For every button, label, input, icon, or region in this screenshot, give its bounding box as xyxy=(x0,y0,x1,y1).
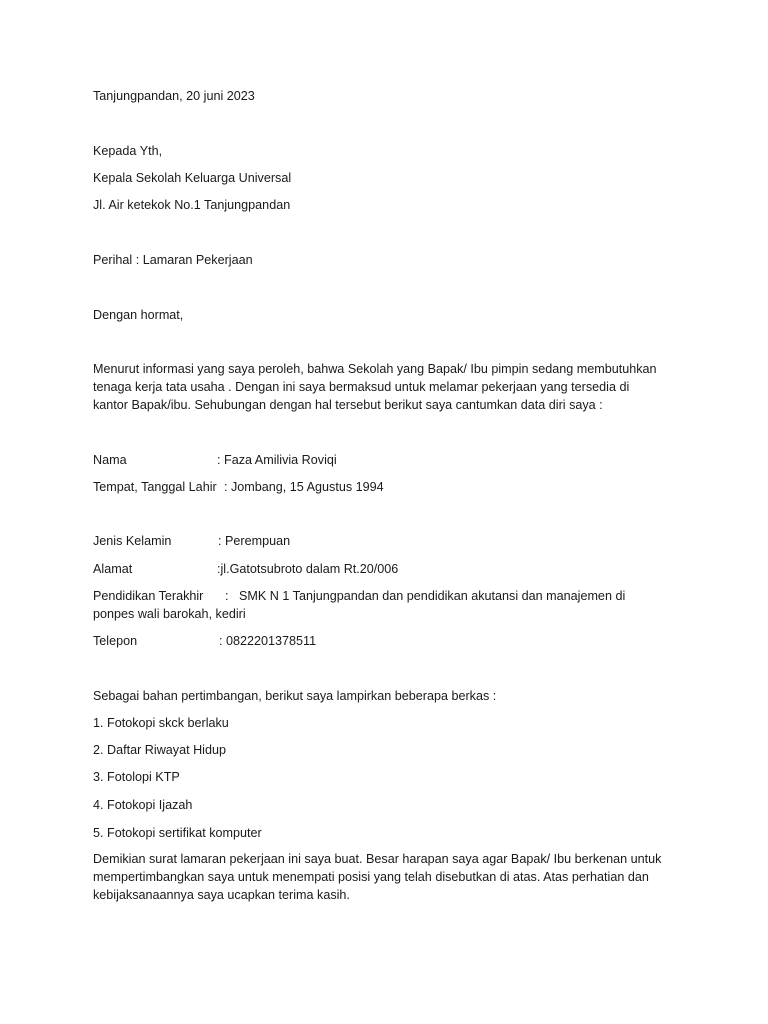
greeting: Dengan hormat, xyxy=(93,308,184,322)
attachment-item-2: 2. Daftar Riwayat Hidup xyxy=(93,743,226,757)
closing-line-3: kebijaksanaannya saya ucapkan terima kasih. xyxy=(93,888,350,902)
field-label-alamat: Alamat xyxy=(93,562,133,576)
recipient-address: Jl. Air ketekok No.1 Tanjungpandan xyxy=(93,198,291,212)
intro-line-3: kantor Bapak/ibu. Sehubungan dengan hal tersebut berikut saya cantumkan data diri saya : xyxy=(93,398,603,412)
intro-line-1: Menurut informasi yang saya peroleh, bahwa Sekolah yang Bapak/ Ibu pimpin sedang membutuhkan xyxy=(93,362,657,376)
field-value-alamat: :jl.Gatotsubroto dalam Rt.20/006 xyxy=(217,562,399,576)
attachment-item-1: 1. Fotokopi skck berlaku xyxy=(93,716,229,730)
subject-line: Perihal : Lamaran Pekerjaan xyxy=(93,253,253,267)
field-value-nama: : Faza Amilivia Roviqi xyxy=(217,453,337,467)
attachments-intro: Sebagai bahan pertimbangan, berikut saya lampirkan beberapa berkas : xyxy=(93,689,497,703)
field-label-telepon: Telepon xyxy=(93,634,138,648)
field-value-telepon: : 0822201378511 xyxy=(219,634,317,648)
field-value-pendidikan-line-2: ponpes wali barokah, kediri xyxy=(93,607,246,621)
recipient-name: Kepala Sekolah Keluarga Universal xyxy=(93,171,292,185)
field-label-ttl: Tempat, Tanggal Lahir xyxy=(93,480,217,494)
recipient-salutation: Kepada Yth, xyxy=(93,144,163,158)
closing-line-2: mempertimbangkan saya untuk menempati posisi yang telah disebutkan di atas. Atas perhatian dan xyxy=(93,870,649,884)
attachment-item-5: 5. Fotokopi sertifikat komputer xyxy=(93,826,262,840)
intro-line-2: tenaga kerja tata usaha . Dengan ini saya bermaksud untuk melamar pekerjaan yang tersedia di xyxy=(93,380,630,394)
attachment-item-3: 3. Fotolopi KTP xyxy=(93,770,180,784)
field-label-pendidikan: Pendidikan Terakhir xyxy=(93,589,204,603)
field-value-pendidikan-line-1: : SMK N 1 Tanjungpandan dan pendidikan akutansi dan manajemen di xyxy=(225,589,626,603)
field-label-nama: Nama xyxy=(93,453,127,467)
attachment-item-4: 4. Fotokopi Ijazah xyxy=(93,798,193,812)
field-label-jenis-kelamin: Jenis Kelamin xyxy=(93,534,172,548)
field-value-jenis-kelamin: : Perempuan xyxy=(218,534,291,548)
field-value-ttl: : Jombang, 15 Agustus 1994 xyxy=(224,480,384,494)
closing-line-1: Demikian surat lamaran pekerjaan ini saya buat. Besar harapan saya agar Bapak/ Ibu berkenan untuk xyxy=(93,852,662,866)
place-date: Tanjungpandan, 20 juni 2023 xyxy=(93,89,255,103)
